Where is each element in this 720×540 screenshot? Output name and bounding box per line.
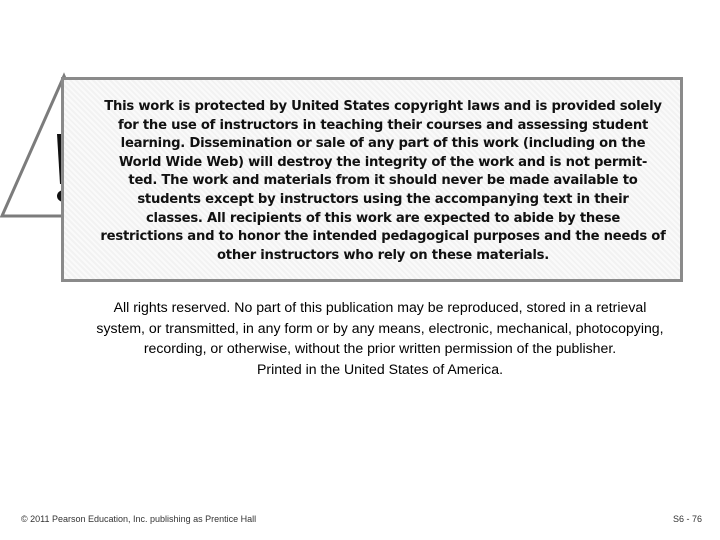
rights-line: recording, or otherwise, without the prior written permission of the publisher. bbox=[143, 340, 617, 356]
footer-copyright: © 2011 Pearson Education, Inc. publishing as Prentice Hall bbox=[21, 514, 257, 524]
notice-line: for the use of instructors in teaching their courses and assessing student bbox=[117, 117, 649, 133]
notice-box bbox=[61, 77, 683, 282]
notice-line: students except by instructors using the accompanying text in their bbox=[137, 191, 629, 207]
notice-line: World Wide Web) will destroy the integrity of the work and is not permit- bbox=[118, 154, 648, 170]
rights-line: All rights reserved. No part of this publication may be reproduced, stored in a retrieval bbox=[113, 299, 647, 315]
copyright-notice bbox=[0, 72, 690, 290]
notice-line: learning. Dissemination or sale of any part of this work (including on the bbox=[120, 136, 646, 152]
notice-line: classes. All recipients of this work are expected to abide by these bbox=[145, 210, 621, 226]
rights-statement bbox=[40, 297, 720, 379]
notice-line: restrictions and to honor the intended pedagogical purposes and the needs of bbox=[100, 229, 666, 245]
notice-line: ted. The work and materials from it should never be made available to bbox=[128, 173, 638, 189]
notice-text bbox=[88, 98, 678, 265]
notice-line: other instructors who rely on these materials. bbox=[217, 247, 549, 263]
page-number: S6 - 76 bbox=[672, 514, 702, 524]
rights-line: system, or transmitted, in any form or by any means, electronic, mechanical, photocopying, bbox=[96, 319, 664, 336]
rights-line: Printed in the United States of America. bbox=[257, 360, 503, 377]
notice-line: This work is protected by United States copyright laws and is provided solely bbox=[104, 99, 662, 114]
